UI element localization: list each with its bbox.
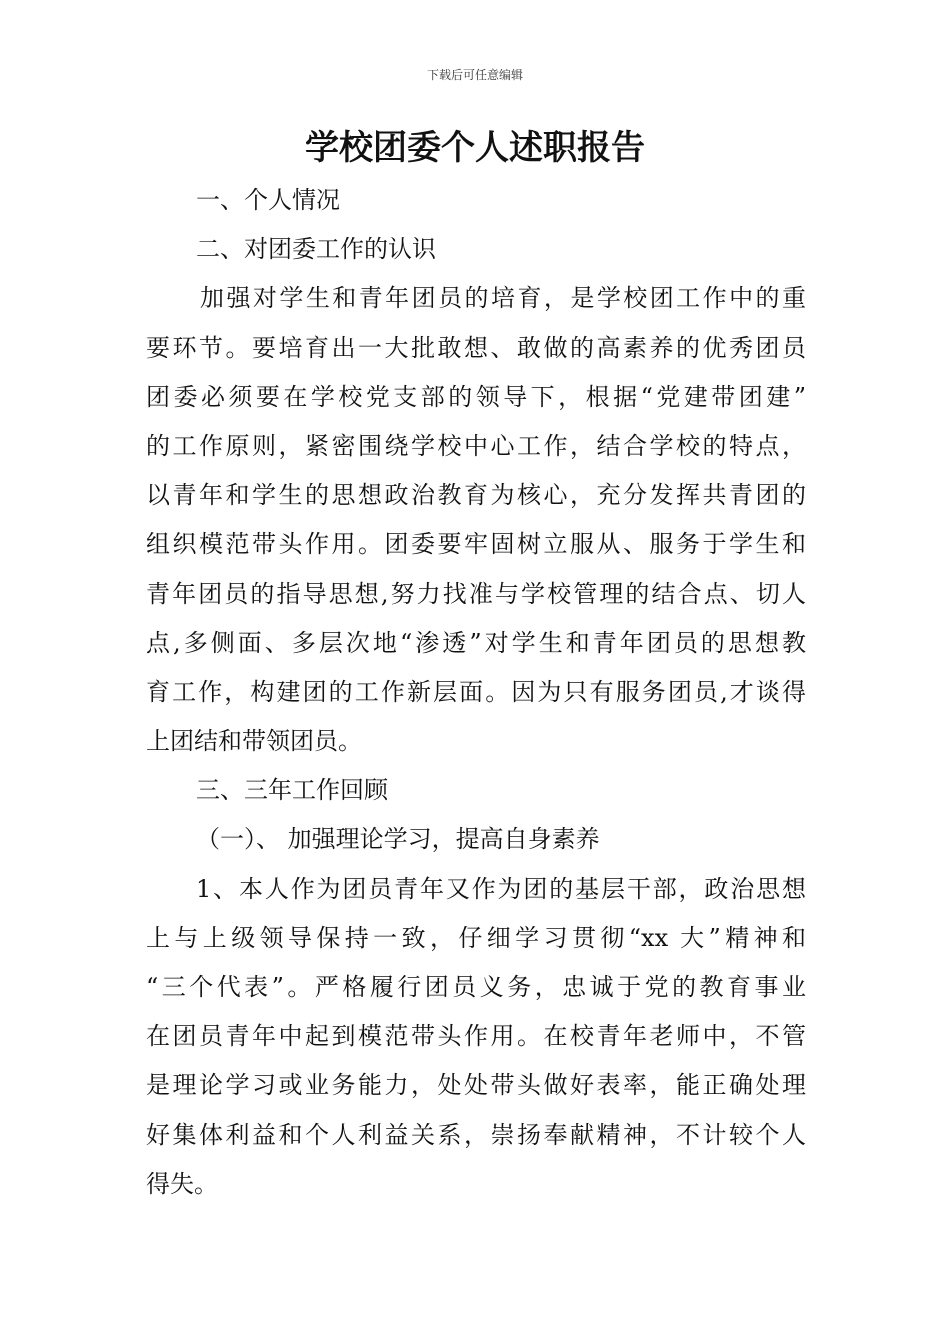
paragraph-line: 育工作，构建团的工作新层面。因为只有服务团员,才谈得 <box>146 677 806 706</box>
paragraph-line: 组织模范带头作用。团委要牢固树立服从、服务于学生和 <box>146 530 806 559</box>
paragraph-line: 1、本人作为团员青年又作为团的基层干部，政治思想 <box>196 874 806 903</box>
paragraph-line: 上与上级领导保持一致，仔细学习贯彻“xx 大”精神和 <box>146 923 806 952</box>
section-heading-understanding: 二、对团委工作的认识 <box>196 235 436 264</box>
paragraph-line: 青年团员的指导思想,努力找准与学校管理的结合点、切人 <box>146 579 806 608</box>
document-title: 学校团委个人述职报告 <box>305 128 645 168</box>
paragraph-line: 得失。 <box>146 1169 218 1198</box>
paragraph-line: 的工作原则，紧密围绕学校中心工作，结合学校的特点， <box>146 431 806 460</box>
paragraph-line: 加强对学生和青年团员的培育，是学校团工作中的重 <box>200 284 806 313</box>
document-body <box>146 176 806 1209</box>
paragraph-line: 是理论学习或业务能力，处处带头做好表率，能正确处理 <box>146 1071 806 1100</box>
paragraph-line: 团委必须要在学校党支部的领导下，根据“党建带团建” <box>146 382 806 411</box>
paragraph-line: 上团结和带领团员。 <box>146 727 362 756</box>
section-heading-review: 三、三年工作回顾 <box>196 776 388 805</box>
paragraph-line: 点,多侧面、多层次地“渗透”对学生和青年团员的思想教 <box>146 628 806 657</box>
section-heading-personal: 一、个人情况 <box>196 186 340 214</box>
paragraph-line: “三个代表”。严格履行团员义务，忠诚于党的教育事业 <box>146 973 806 1001</box>
subsection-heading: （一）、 加强理论学习，提高自身素养 <box>196 825 600 854</box>
header-note: 下载后可任意编辑 <box>426 68 523 82</box>
paragraph-line: 好集体利益和个人利益关系，崇扬奉献精神，不计较个人 <box>146 1120 806 1149</box>
paragraph-line: 在团员青年中起到模范带头作用。在校青年老师中，不管 <box>146 1022 806 1051</box>
paragraph-line: 要环节。要培育出一大批敢想、敢做的高素养的优秀团员 <box>146 333 806 362</box>
paragraph-line: 以青年和学生的思想政治教育为核心，充分发挥共青团的 <box>146 481 806 510</box>
